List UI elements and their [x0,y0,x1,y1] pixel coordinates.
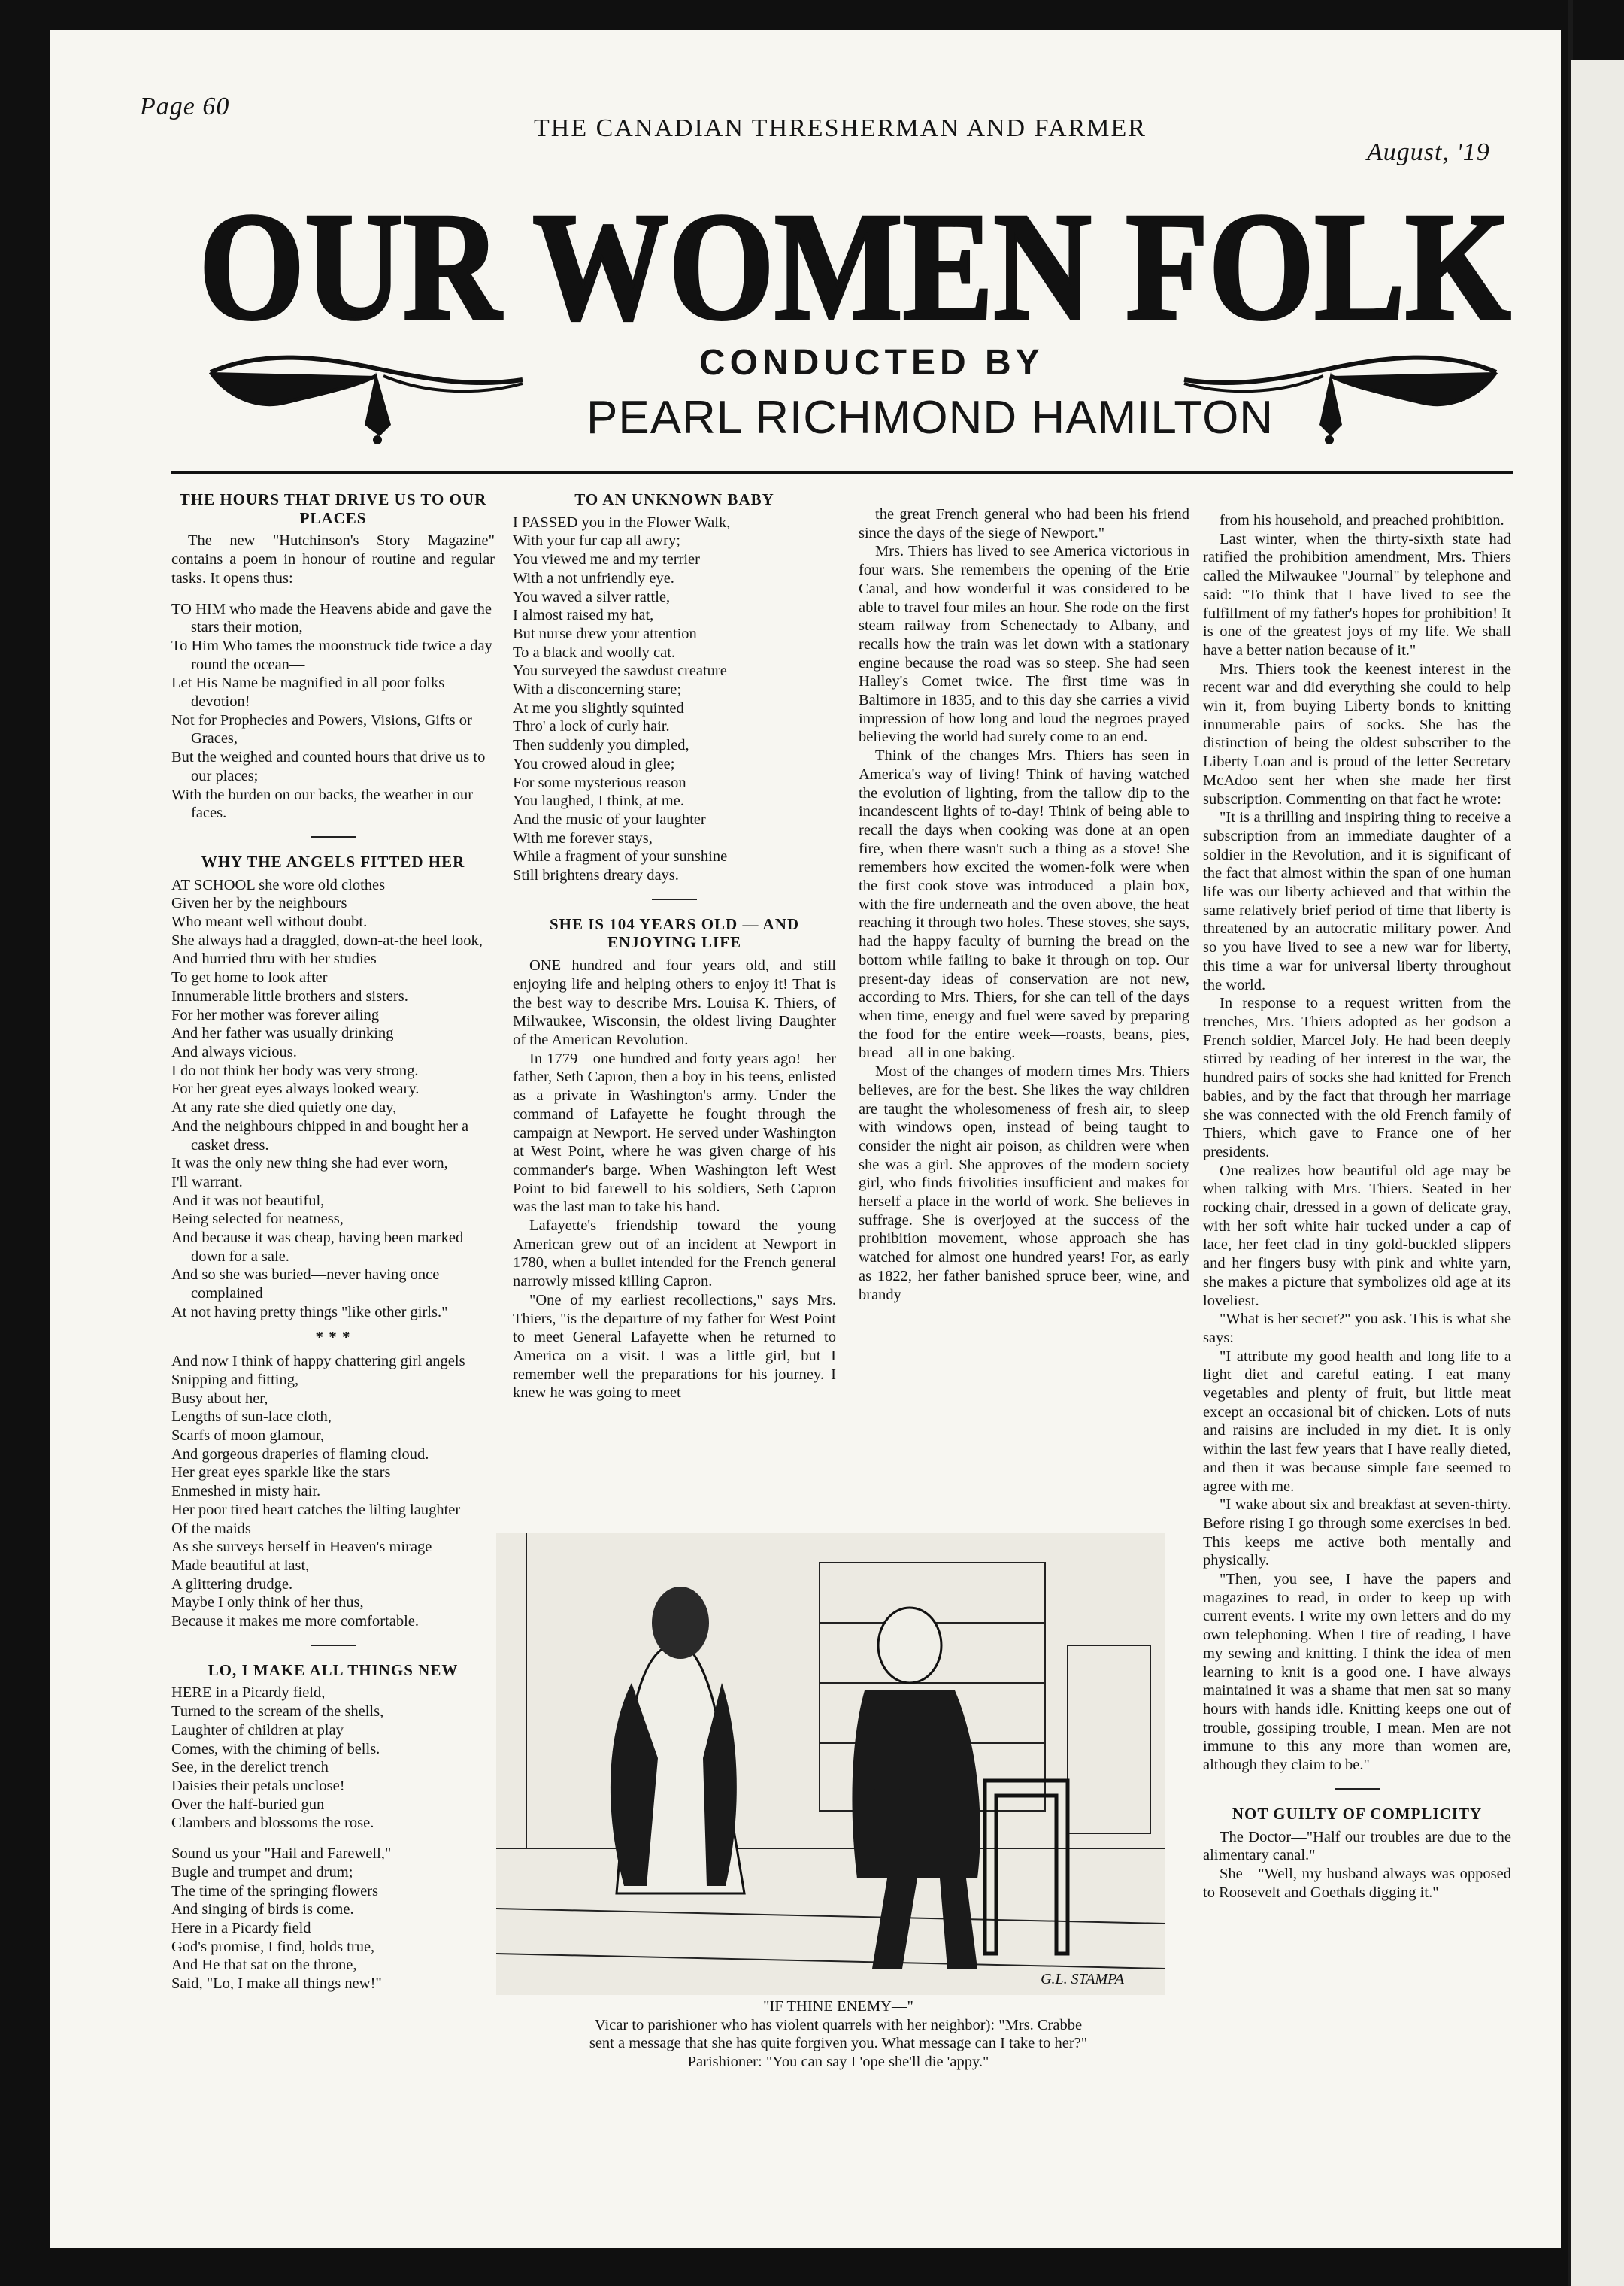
old-article-part-2 [859,505,1189,1304]
poem-line: At not having pretty things "like other girls." [171,1303,448,1320]
poem-line: As she surveys herself in Heaven's mirage [171,1539,432,1556]
poem-line: You surveyed the sawdust creature [513,662,727,680]
poem-line: Given her by the neighbours [171,895,347,912]
poem-line: She always had a draggled, down-at-the heel look, [171,932,483,949]
section-divider [311,836,356,838]
poem-line: A glittering drudge. [171,1575,293,1593]
poem-line: Innumerable little brothers and sisters. [171,987,408,1005]
poem-line: Here in a Picardy field [171,1919,311,1936]
poem-line: And always vicious. [171,1043,297,1060]
column-3 [859,505,1189,1304]
poem-line: To Him Who tames the moonstruck tide twice a day round the ocean— [171,637,492,673]
poem-line: And gorgeous draperies of flaming cloud. [171,1445,429,1463]
column-4 [1203,511,1511,1902]
poem-line: Let His Name be magnified in all poor folks devotion! [171,675,445,711]
article-paragraph: "Then, you see, I have the papers and magazines to read, in order to keep up with current events. I write my own letters and do my own telephoning. When I tire of reading, I have my sewing and knitting. I think the idea of men learning to knit is a good one. I have always maintained it was a shame that men sat so many hours with hands idle. Knitting keeps one out of trouble, gossiping trouble, I mean. Men are not immune to this any more than women are, although they claim to be." [1203,1571,1511,1774]
article-paragraph: The Doctor—"Half our troubles are due to the alimentary canal." [1203,1828,1511,1864]
poem-line: And He that sat on the throne, [171,1957,357,1974]
newthings-poem-2 [171,1845,495,1993]
poem-line: But nurse drew your attention [513,625,697,642]
poem-line: I PASSED you in the Flower Walk, [513,514,731,531]
cartoon-title: "IF THINE ENEMY—" [763,1998,914,2015]
poem-line: But the weighed and counted hours that drive us to our places; [171,749,486,784]
column-1 [171,490,495,1993]
poem-line: While a fragment of your sunshine [513,848,728,866]
poem-line: Being selected for neatness, [171,1211,344,1228]
poem-line: Over the half-buried gun [171,1796,325,1813]
page-number: Page 60 [140,92,230,120]
poem-line: See, in the derelict trench [171,1759,329,1776]
baby-title: TO AN UNKNOWN BABY [574,490,774,508]
complicity-title: NOT GUILTY OF COMPLICITY [1232,1804,1483,1823]
masthead-title-text: OUR WOMEN FOLK [198,181,1511,352]
article-paragraph: She—"Well, my husband always was opposed to Roosevelt and Goethals digging it." [1203,1865,1511,1901]
poem-line: I almost raised my hat, [513,607,654,624]
conducted-by: CONDUCTED BY [699,343,1044,383]
poem-line: Thro' a lock of curly hair. [513,718,670,735]
poem-line: At any rate she died quietly one day, [171,1099,397,1117]
masthead-rule [171,471,1513,474]
poem-line: Sound us your "Hail and Farewell," [171,1845,392,1863]
angels-title: WHY THE ANGELS FITTED HER [201,852,465,871]
editor-name: PEARL RICHMOND HAMILTON [586,392,1274,444]
cartoon-caption [489,1997,1188,2072]
article-paragraph: Most of the changes of modern times Mrs. Thiers believes, are for the best. She likes the way children are taught the wholesomeness of fresh air, to sleep with windows open, instead of being taught to consider the night air poison, as children were when she was a girl. She approves of the modern society girl, who finds frivolities insufficient and makes for herself a place in the world of work. She believes in suffrage. She is overjoyed at the success of the prohibition movement, whose approach she has watched for almost one hundred years! For, as early as 1822, her father banished spruce beer, wine, and brandy [859,1063,1189,1303]
article-paragraph: Mrs. Thiers has lived to see America victorious in four wars. She remembers the opening of the Erie Canal, and how wonderful it was considered to be able to travel four miles an hour. She rode on the first steam railway from Schenectady to Albany, and recalls how the train was let down with a stationary engine because the road was so steep. She had seen Halley's Comet twice. The first time was in Baltimore in 1835, and to this day she carries a vivid impression of how long and loud the negroes prayed believing the world had surely come to an end. [859,543,1189,746]
old-article-part-1 [513,957,836,1402]
cartoon-line-1: Vicar to parishioner who has violent quarrels with her neighbor): "Mrs. Crabbe [594,2016,1083,2033]
adjacent-page-edge [1571,60,1624,2286]
poem-line: God's promise, I find, holds true, [171,1938,375,1955]
cartoon-illustration [496,1533,1165,1995]
poem-line: Because it makes me more comfortable. [171,1613,420,1630]
article-paragraph: One realizes how beautiful old age may be when talking with Mrs. Thiers. Seated in her rocking chair, dressed in a gown of delicate gray, with her soft white hair tucked under a cap of lace, her feet clad in tiny gold-buckled slippers and her fingers busy with pink and white yarn, she makes a picture that symbolizes old age at its loveliest. [1203,1162,1511,1309]
article-paragraph: In response to a request written from the trenches, Mrs. Thiers adopted as her godson a French soldier, Marcel Joly. He had been deeply stirred by reading of her interest in the war, the hundred pairs of socks she had knitted for French babies, and by the fact that through her marriage she was connected with the old French family of Thiers, which gave to France one of her presidents. [1203,995,1511,1160]
poem-line: HERE in a Picardy field, [171,1684,326,1702]
poem-line: Made beautiful at last, [171,1557,310,1574]
angels-poem [171,876,495,1322]
cartoon-line-3: Parishioner: "You can say I 'ope she'll die 'appy." [687,2054,989,2071]
poem-line: You crowed aloud in glee; [513,755,675,772]
baby-poem [513,514,836,885]
article-paragraph: "I attribute my good health and long life to a light diet and careful eating. I eat many vegetables and plenty of fruit, but little meat except an occasional bit of chicken. Lots of nuts and raisins are included in my diet. It is only within the last few years that I have really dieted, and then it was because simple fare seemed to agree with me. [1203,1348,1511,1495]
old-article-part-3 [1203,511,1511,1775]
article-paragraph: Lafayette's friendship toward the young American grew out of an incident at Newport in 1780, when a bullet intended for the French general narrowly missed killing Capron. [513,1217,836,1290]
poem-line: I do not think her body was very strong. [171,1062,419,1079]
poem-line: Comes, with the chiming of bells. [171,1740,380,1757]
newthings-poem [171,1684,495,1833]
poem-line: TO HIM who made the Heavens abide and gave the stars their motion, [171,600,492,636]
poem-line: To get home to look after [171,969,328,987]
poem-line: Daisies their petals unclose! [171,1778,345,1794]
article-paragraph: "What is her secret?" you ask. This is what she says: [1203,1311,1511,1346]
poem-line: Not for Prophecies and Powers, Visions, Gifts or Graces, [171,711,472,747]
hours-intro: The new "Hutchinson's Story Magazine" contains a poem in honour of routine and regular tasks. It opens thus: [171,532,495,587]
poem-line: At me you slightly squinted [513,699,684,717]
poem-line: With the burden on our backs, the weather in our faces. [171,786,474,822]
poem-line: Bugle and trumpet and drum; [171,1863,353,1881]
poem-line: And hurried thru with her studies [171,950,377,968]
poem-line: AT SCHOOL she wore old clothes [171,876,386,893]
poem-line: To a black and woolly cat. [513,644,676,661]
poem-line: With your fur cap all awry; [513,532,680,550]
hours-poem [171,600,495,823]
poem-line: And now I think of happy chattering girl angels [171,1353,465,1370]
poem-line: It was the only new thing she had ever worn, [171,1155,448,1172]
poem-line: You waved a silver rattle, [513,588,671,605]
newthings-title: LO, I MAKE ALL THINGS NEW [208,1660,459,1679]
angels-poem-2 [171,1352,495,1631]
old-title: SHE IS 104 YEARS OLD — AND ENJOYING LIFE [549,914,800,952]
poem-line: With a not unfriendly eye. [513,569,674,587]
poem-line: And it was not beautiful, [171,1192,325,1209]
poem-line: Said, "Lo, I make all things new!" [171,1975,382,1993]
cartoon-line-2: sent a message that she has quite forgiven you. What message can I take to her?" [589,2035,1088,2052]
poem-line: And singing of birds is come. [171,1901,354,1918]
poem-line: For her great eyes always looked weary. [171,1081,420,1098]
poem-line: And her father was usually drinking [171,1025,394,1042]
poem-line: For her mother was forever ailing [171,1006,380,1023]
poem-line: Maybe I only think of her thus, [171,1594,364,1611]
poem-line: Of the maids [171,1520,251,1537]
poem-line: For some mysterious reason [513,774,686,791]
poem-line: The time of the springing flowers [171,1882,378,1899]
masthead-title [197,164,1513,352]
poem-line: And the neighbours chipped in and bought her a casket dress. [171,1117,469,1154]
article-paragraph: the great French general who had been his friend since the days of the siege of Newport." [859,506,1189,541]
article-paragraph: "One of my earliest recollections," says Mrs. Thiers, "is the departure of my father for West Point to meet General Lafayette when he returned to America on a visit. I was a little girl, but I remember well the preparations for his journey. I knew he was going to meet [513,1291,836,1402]
poem-line: And because it was cheap, having been marked down for a sale. [171,1229,464,1265]
article-paragraph: ONE hundred and four years old, and still enjoying life and helping others to enjoy it! That is the best way to describe Mrs. Louisa K. Thiers, of Milwaukee, Wisconsin, the oldest living Daughter of the American Revolution. [513,957,836,1048]
paper-title: THE CANADIAN THRESHERMAN AND FARMER [534,114,1147,142]
article-paragraph: In 1779—one hundred and forty years ago!—her father, Seth Capron, then a boy in his teens, enlisted as a private in Washington's army. Under the command of Lafayette he fought through the campaign at Newport. He served under Washington at West Point, where he was given charge of his commander's barge. When Washington left West Point to bid farewell to his soldiers, Seth Capron was the last man to take his hand. [513,1050,836,1216]
poem-line: With me forever stays, [513,829,653,847]
poem-line: Scarfs of moon glamour, [171,1427,324,1445]
article-paragraph: "I wake about six and breakfast at seven-thirty. Before rising I go through some exercises in bed. This keeps me active both mentally and physically. [1203,1496,1511,1569]
poem-line: Laughter of children at play [171,1721,344,1739]
complicity-text [1203,1828,1511,1902]
section-divider [652,899,697,900]
poem-line: Clambers and blossoms the rose. [171,1815,374,1832]
poem-line: Turned to the scream of the shells, [171,1703,384,1721]
poem-line: Busy about her, [171,1390,268,1407]
poem-line: Still brightens dreary days. [513,867,679,884]
section-divider [311,1645,356,1646]
poem-line: Lengths of sun-lace cloth, [171,1408,332,1426]
article-paragraph: Think of the changes Mrs. Thiers has seen in America's way of living! Think of having watched the evolution of lighting, from the tallow dip to the incandescent lights of to-day! Think of being able to recall the days when cooking was done at an open fire, when there wasn't such a thing as a stove! She remembers how excited the women-folk were when the first cook stove was introduced—a plain box, with the fire underneath and the oven above, the heat reaching it through two holes. These stoves, she says, had the happy faculty of burning the bread on the bottom while failing to bake it through on top. Our present-day ideas of conservation are not new, according to Mrs. Thiers, for she can tell of the days when time, energy and fuel were saved by preparing the food for the entire week—roasts, beans, pies, bread—all in one baking. [859,747,1189,1062]
poem-line: Who meant well without doubt. [171,914,368,931]
article-paragraph: Mrs. Thiers took the keenest interest in the recent war and did everything she could to help win it, from buying Liberty bonds to knitting innumerable pairs of socks. She has the distinction of being the oldest subscriber to the Liberty Loan and is proud of the letter Secretary McAdoo sent her when she made her first subscription. Commenting on that fact he wrote: [1203,660,1511,808]
poem-line: I'll warrant. [171,1173,243,1190]
hours-title: THE HOURS THAT DRIVE US TO OUR PLACES [179,490,487,527]
poem-line: You laughed, I think, at me. [513,793,684,810]
article-paragraph: "It is a thrilling and inspiring thing to receive a subscription from an immediate daughter of a soldier in the Revolution, and it is significant of the fact that almost within the span of one human life was our liberty achieved and that within the same relatively brief period of time that liberty is threatened by an autocratic military power. And so you have lived to see a new war for liberty, this time a war for universal liberty throughout the world. [1203,809,1511,993]
poem-line: You viewed me and my terrier [513,551,700,568]
poem-line: Enmeshed in misty hair. [171,1483,321,1500]
poem-line: Her great eyes sparkle like the stars [171,1464,391,1481]
poem-line: And so she was buried—never having once complained [171,1266,440,1302]
poem-line: Snipping and fitting, [171,1371,299,1388]
article-paragraph: from his household, and preached prohibition. [1220,512,1504,529]
scroll-ornament-left [203,342,526,447]
article-paragraph: Last winter, when the thirty-sixth state had ratified the prohibition amendment, Mrs. Thiers called the Milwaukee "Journal" by telephone and said: "To think that I have lived to see the fulfillment of my father's hopes for prohibition! It is one of the greatest joys of my life. We shall have a better nation because of it." [1203,530,1511,659]
issue-date: August, '19 [1367,138,1490,166]
column-2 [513,490,836,1402]
cartoon-signature: G.L. STAMPA [1041,1971,1124,1987]
poem-line: Her poor tired heart catches the lilting laughter [171,1501,461,1518]
section-divider [1335,1788,1380,1790]
poem-line: Then suddenly you dimpled, [513,737,689,754]
poem-line: And the music of your laughter [513,811,706,828]
angels-stars: * * * [315,1327,351,1346]
poem-line: With a disconcerning stare; [513,681,682,699]
